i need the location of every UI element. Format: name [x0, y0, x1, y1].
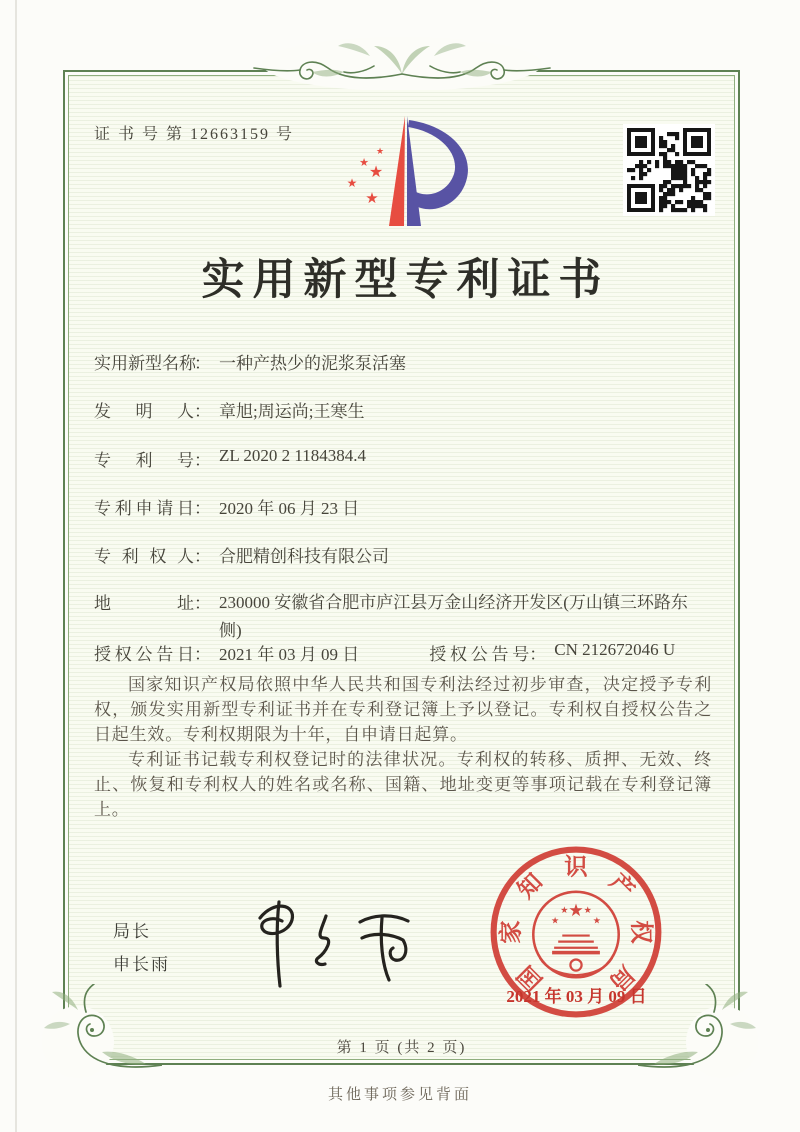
svg-text:★: ★ — [551, 916, 560, 927]
legal-paragraph: 专利证书记载专利权登记时的法律状况。专利权的转移、质押、无效、终止、恢复和专利权人的姓名或名称、国籍、地址变更等事项记载在专利登记簿上。 — [94, 750, 712, 819]
field-colon: ： — [194, 499, 211, 518]
svg-text:国: 国 — [512, 960, 548, 996]
back-side-note: 其他事项参见背面 — [327, 1087, 472, 1103]
svg-text:★: ★ — [560, 906, 569, 917]
svg-text:产: 产 — [604, 868, 640, 904]
field-address — [94, 589, 689, 644]
field-filing-date — [94, 494, 359, 519]
svg-text:权: 权 — [627, 920, 654, 944]
field-value: 2020 年 06 月 23 日 — [219, 499, 360, 518]
legal-paragraph: 国家知识产权局依照中华人民共和国专利法经过初步审查，决定授予专利权，颁发实用新型专利证书并在专利登记簿上予以登记。专利权自授权公告之日起生效。专利权期限为十年，自申请日起算。 — [94, 675, 712, 744]
field-patentee — [94, 542, 389, 567]
svg-text:★: ★ — [568, 901, 584, 922]
svg-text:局: 局 — [604, 960, 640, 996]
field-utility-model-name — [94, 349, 406, 374]
field-value: 章旭;周运尚;王寒生 — [219, 402, 365, 421]
field-label: 授权公告日 — [94, 645, 194, 664]
field-colon: ： — [194, 402, 211, 421]
field-label: 专利号 — [94, 451, 194, 470]
bottom-left-flourish-icon — [42, 984, 162, 1084]
field-value: 2021 年 03 月 09 日 — [219, 645, 360, 664]
field-grant-date — [94, 640, 675, 665]
svg-text:识: 识 — [564, 854, 588, 881]
top-foliage-ornament-icon — [252, 26, 552, 90]
field-colon: ： — [194, 547, 211, 566]
svg-text:知: 知 — [512, 868, 548, 904]
logo-star-icon: ★ — [368, 162, 384, 181]
field-label: 地址 — [94, 594, 194, 613]
scan-page-edge — [15, 0, 17, 1132]
svg-text:★: ★ — [592, 916, 601, 927]
field-label: 实用新型名称 — [94, 354, 196, 373]
field-label: 发明人 — [94, 402, 194, 421]
field-colon: ： — [194, 451, 211, 470]
qr-code-icon — [623, 124, 715, 216]
svg-text:家: 家 — [498, 920, 525, 944]
field-label: 授权公告号 — [429, 645, 530, 664]
field-colon: ： — [529, 645, 547, 664]
director-name: 申长雨 — [113, 955, 170, 974]
logo-star-icon: ★ — [346, 176, 358, 190]
certificate-number: 证 书 号 第 12663159 号 — [94, 126, 295, 143]
cnipa-logo-icon — [330, 110, 480, 232]
field-grant-number — [429, 640, 676, 664]
certificate-title: 实用新型专利证书 — [201, 257, 610, 304]
seal-date: 2021 年 03 月 09 日 — [506, 987, 647, 1006]
field-value: CN 212672046 U — [554, 640, 676, 659]
field-colon: ： — [194, 594, 211, 613]
field-value: 合肥精创科技有限公司 — [219, 547, 389, 566]
field-value: 一种产热少的泥浆泵活塞 — [219, 354, 406, 373]
legal-text-block — [94, 672, 712, 822]
logo-star-icon: ★ — [359, 156, 369, 169]
field-value: 230000 安徽省合肥市庐江县万金山经济开发区(万山镇三环路东侧) — [219, 593, 688, 640]
field-inventors — [94, 397, 364, 422]
field-colon: ： — [194, 645, 211, 664]
svg-text:★: ★ — [583, 906, 592, 917]
field-label: 专利申请日 — [94, 499, 194, 518]
field-label: 专利权人 — [94, 547, 194, 566]
director-signature-icon — [222, 888, 427, 993]
field-patent-number — [94, 446, 366, 471]
logo-star-icon: ★ — [375, 147, 385, 157]
national-emblem-icon — [533, 892, 618, 977]
logo-star-icon: ★ — [365, 189, 379, 207]
field-value: ZL 2020 2 1184384.4 — [219, 446, 367, 465]
field-colon: ： — [194, 354, 211, 373]
director-role-label: 局长 — [113, 922, 151, 941]
page-indicator: 第 1 页 (共 2 页) — [336, 1040, 467, 1056]
